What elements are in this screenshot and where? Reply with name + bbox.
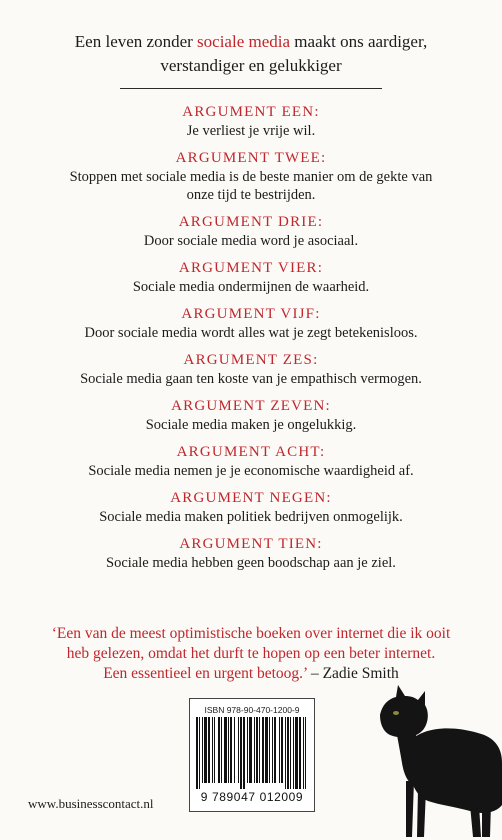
argument-text: Sociale media maken politiek bedrijven onmogelijk. <box>99 509 403 525</box>
argument-title: ARGUMENT ACHT: <box>176 444 326 460</box>
argument-10 <box>0 534 502 572</box>
quote-line-1: ‘Een van de meest optimistische boeken over internet die ik ooit <box>51 625 451 642</box>
argument-title: ARGUMENT TIEN: <box>179 536 323 552</box>
barcode-bar <box>230 717 232 783</box>
argument-title: ARGUMENT DRIE: <box>178 214 324 230</box>
barcode-bar <box>272 717 273 783</box>
barcode-bar <box>208 717 210 783</box>
tagline-line-2: verstandiger en gelukkiger <box>160 56 342 75</box>
argument-2 <box>0 148 502 204</box>
argument-8 <box>0 442 502 480</box>
argument-title: ARGUMENT ZES: <box>183 352 319 368</box>
barcode-bar <box>269 717 270 783</box>
barcode-bar <box>281 717 283 783</box>
barcode-bar <box>303 717 304 789</box>
barcode-bar <box>259 717 260 783</box>
argument-7 <box>0 396 502 434</box>
barcode-bar <box>238 717 239 783</box>
barcode-bar <box>212 717 213 783</box>
barcode-bar <box>290 717 291 789</box>
barcode-bar <box>285 717 286 789</box>
argument-text: Sociale media hebben geen boodschap aan je ziel. <box>106 555 396 571</box>
barcode-bar <box>240 717 242 789</box>
barcode-bar <box>204 717 207 783</box>
barcode-bar <box>224 717 227 783</box>
arguments-list <box>0 94 502 572</box>
argument-text: Door sociale media wordt alles wat je zegt betekenisloos. <box>84 325 418 341</box>
isbn-digits: 9 789047 012009 <box>200 790 304 804</box>
barcode-bar <box>221 717 222 783</box>
argument-9 <box>0 488 502 526</box>
argument-text: Sociale media ondermijnen de waarheid. <box>132 279 370 295</box>
barcode-bar <box>274 717 276 783</box>
barcode-bar <box>234 717 235 783</box>
argument-text: onze tijd te bestrijden. <box>186 187 316 203</box>
barcode-bar <box>287 717 289 789</box>
barcode-bar <box>299 717 301 789</box>
tagline-line-1 <box>0 30 502 54</box>
barcode-bar <box>243 717 245 789</box>
barcode-bar <box>279 717 280 783</box>
barcode-bar <box>218 717 220 783</box>
tagline-highlight: sociale media <box>197 32 291 51</box>
argument-3 <box>0 212 502 250</box>
argument-title: ARGUMENT VIER: <box>178 260 324 276</box>
barcode-bar <box>254 717 255 783</box>
barcode-bar <box>256 717 258 783</box>
argument-title: ARGUMENT ZEVEN: <box>171 398 331 414</box>
argument-6 <box>0 350 502 388</box>
tagline-before: Een leven zonder <box>74 32 198 51</box>
barcode-bar <box>247 717 248 783</box>
argument-title: ARGUMENT EEN: <box>182 104 320 120</box>
barcode-bar <box>262 717 264 783</box>
barcode-bar <box>293 717 294 789</box>
black-cat-image <box>378 655 502 840</box>
tagline-after: maakt ons aardiger, <box>290 32 428 51</box>
argument-title: ARGUMENT NEGEN: <box>170 490 332 506</box>
argument-title: ARGUMENT VIJF: <box>181 306 321 322</box>
barcode-bar <box>196 717 198 789</box>
argument-text: Sociale media maken je ongelukkig. <box>145 417 357 433</box>
argument-text: Door sociale media word je asociaal. <box>143 233 359 249</box>
argument-5 <box>0 304 502 342</box>
barcode-bars <box>196 717 308 789</box>
argument-1 <box>0 102 502 140</box>
quote-line-2: heb gelezen, omdat het durft te hopen op een beter internet. <box>66 645 436 662</box>
barcode-bar <box>228 717 229 783</box>
barcode-bar <box>249 717 252 783</box>
barcode <box>189 698 315 812</box>
argument-text: Sociale media nemen je je economische waardigheid af. <box>88 463 414 479</box>
quote-line-3-text: Een essentieel en urgent betoog.’ <box>103 665 308 682</box>
barcode-bar <box>265 717 268 783</box>
argument-title: ARGUMENT TWEE: <box>175 150 327 166</box>
tagline <box>0 30 502 78</box>
barcode-bar <box>202 717 203 783</box>
argument-text: Sociale media gaan ten koste van je empathisch vermogen. <box>80 371 422 387</box>
barcode-bar <box>305 717 306 789</box>
barcode-bar <box>295 717 298 789</box>
website-url: www.businesscontact.nl <box>28 796 154 811</box>
barcode-bar <box>214 717 215 783</box>
isbn-label: ISBN 978-90-470-1200-9 <box>204 705 300 715</box>
barcode-bar <box>199 717 200 789</box>
argument-text: Je verliest je vrije wil. <box>186 123 316 139</box>
argument-text: Stoppen met sociale media is de beste manier om de gekte van <box>69 169 433 185</box>
divider-rule <box>120 88 382 89</box>
argument-4 <box>0 258 502 296</box>
quote-author: – Zadie Smith <box>307 665 399 682</box>
